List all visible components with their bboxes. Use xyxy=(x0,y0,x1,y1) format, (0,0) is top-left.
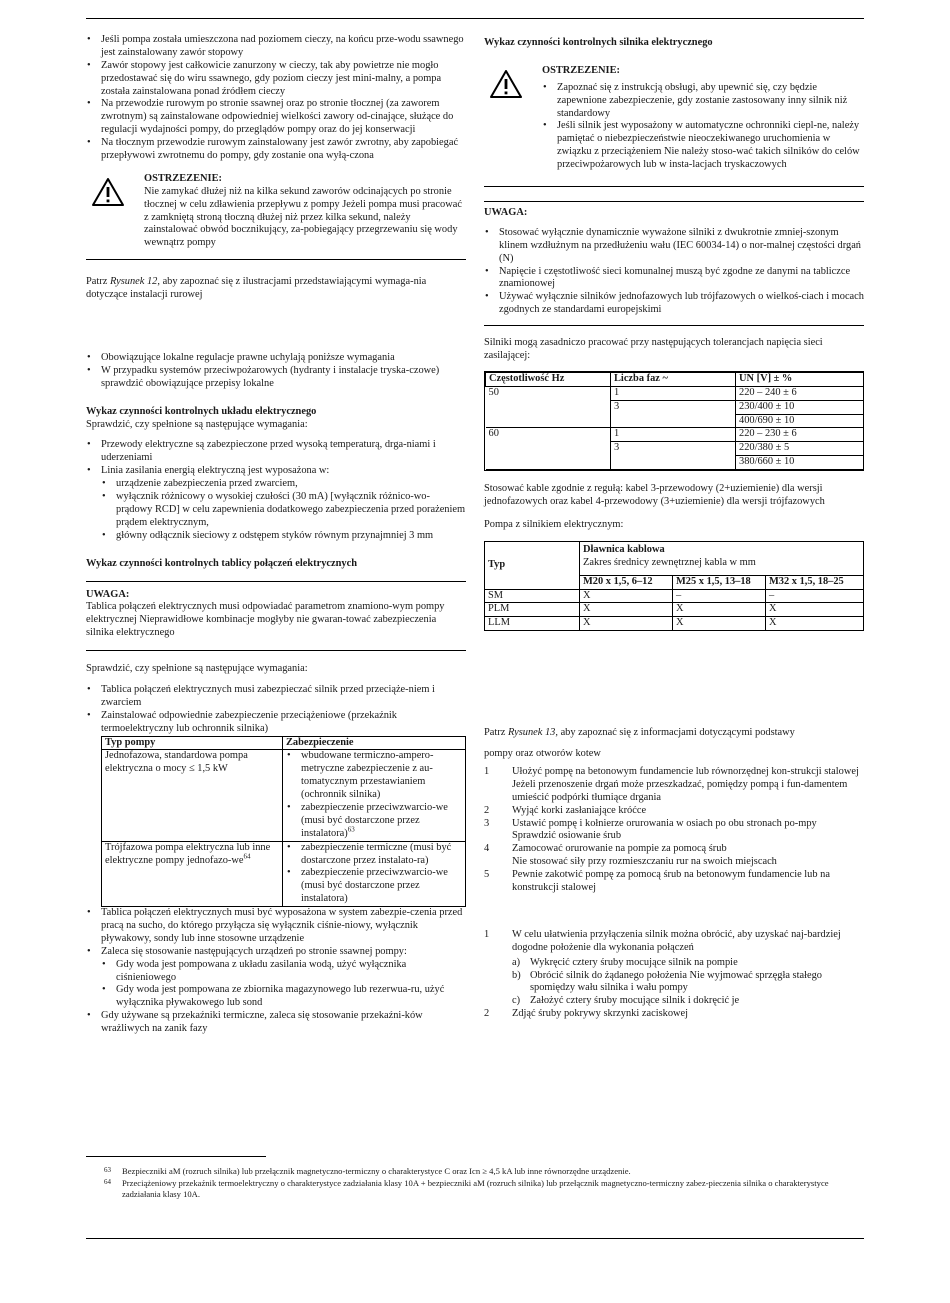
table-row xyxy=(485,603,864,617)
table-cell: LLM xyxy=(485,617,580,631)
panel-checklist-continued xyxy=(86,907,466,1036)
list-item: • Tablica połączeń elektrycznych musi być wyposażona w system zabezpie-czenia przed pracą na sucho, do którego przyłącza się wyłącznik ciśnie-niowy, wyłącznik pływakowy, sondy lub inne stosowne urządzenie xyxy=(86,907,466,946)
warning-box xyxy=(86,173,466,260)
table-cell xyxy=(283,841,466,906)
step-item: 1 W celu ułatwienia przyłączenia silnik można obrócić, aby uzyskać naj-bardziej dogodne położenie dla wykonania połączeń a) Wykręcić cztery śruby mocujące silnik na pompie b) Obrócić silnik do żądanego położenia Nie wyjmować sprzęgła stałego spomiędzy wału silnika i wału pompy c) Założyć cztery śruby mocujące silnik i dokręcić je xyxy=(484,929,864,1008)
table-row xyxy=(486,428,864,442)
table-row xyxy=(486,400,864,414)
warning-title: OSTRZEZENIE: xyxy=(144,172,222,184)
step-item: 4 Zamocować orurowanie na pompie za pomocą śrub Nie stosować siły przy rozmieszczaniu rur na swoich miejscach xyxy=(484,843,777,868)
step-item: 1 Ułożyć pompę na betonowym fundamencie lub równorzędnej kon-strukcji stalowej Jeżeli przenoszenie drgań może przeszkadzać, pomiędzy pompą i fun-damentem umieścić podpórki tłumiące drgania xyxy=(484,765,859,803)
table-header-cell: M32 x 1,5, 18–25 xyxy=(766,575,864,589)
list-item: • Zapoznać się z instrukcją obsługi, aby upewnić się, czy będzie zapewnione zabezpieczenie, gdy zostanie zastosowany inny silnik niż standardowy xyxy=(542,82,864,121)
table-header-cell xyxy=(580,541,864,575)
step-item: 5 Pewnie zakotwić pompę za pomocą śrub na betonowym fundamencie lub na konstrukcji stalowej xyxy=(484,869,830,893)
table-header-cell: Zabezpieczenie xyxy=(283,736,466,750)
section-heading: Wykaz czynności kontrolnych układu elektrycznego xyxy=(86,405,317,417)
warning-icon xyxy=(91,177,125,207)
tolerance-intro: Silniki mogą zasadniczo pracować przy następujących tolerancjach napięcia sieci zasilającej: xyxy=(484,337,823,362)
footnote-number: 64 xyxy=(104,1177,111,1186)
bottom-rule xyxy=(86,1238,864,1239)
sub-list-item: • wbudowane termiczno-ampero-metryczne zabezpieczenie z au-tomatycznym przestawianiem (ochronnik silnika) xyxy=(286,750,462,802)
sub-list xyxy=(101,959,466,1011)
list-item: • Napięcie i częstotliwość sieci komunalnej muszą być zgodne ze danymi na tabliczce znamionowej xyxy=(484,266,864,292)
footnotes xyxy=(104,1166,864,1201)
footnote-ref[interactable]: 64 xyxy=(243,852,251,861)
list-item: • Na tłocznym przewodzie rurowym zainstalowany jest zawór zwrotny, aby zapobiegać przepływowi zwrotnemu do pompy, gdy zostanie ona wyłą-czona xyxy=(86,137,466,163)
figure-reference: Patrz Rysunek 12, aby zapoznać się z ilustracjami przedstawiającymi wymaga-nia dotyczące instalacji rurowej xyxy=(86,276,427,301)
step-item: 3 Ustawić pompę i kołnierze orurowania w osiach po obu stronach po-mpy Sprawdzić osiowanie śrub xyxy=(484,817,817,842)
list-item: • Na przewodzie rurowym po stronie ssawnej oraz po stronie tłocznej (za zaworem zwrotnym) są zainstalowane odpowiedniej wielkości zawory od-cinające, służące do regulacji wydajności pompy, do przeglądów pompy oraz do jej konserwacji xyxy=(86,98,466,137)
sub-list-item: • główny odłącznik sieciowy z odstępem styków równym przynajmniej 3 mm xyxy=(101,530,466,543)
table-cell: 400/690 ± 10 xyxy=(736,414,864,428)
table-header-cell: UN [V] ± % xyxy=(736,372,864,386)
sub-list-item: • Gdy woda jest pompowana z układu zasilania wodą, użyć wyłącznika ciśnieniowego xyxy=(101,959,466,985)
table-cell: 1 xyxy=(611,428,736,442)
table-header-cell: Typ xyxy=(485,541,580,589)
protection-list xyxy=(286,842,462,906)
table-cell xyxy=(283,750,466,841)
sub-list-item: • zabezpieczenie przeciwzwarcio-we (musi być dostarczone przez instalatora)$^{63}$ xyxy=(286,802,462,841)
warning-icon xyxy=(489,69,523,99)
cable-gland-table xyxy=(484,541,864,631)
sub-steps xyxy=(512,957,864,1009)
sub-step-item: a) Wykręcić cztery śruby mocujące silnik na pompie xyxy=(512,956,738,968)
protection-table xyxy=(101,736,466,908)
table-cell: 220 – 240 ± 6 xyxy=(736,386,864,400)
note-title: UWAGA: xyxy=(484,207,528,219)
table-cell: 220 – 230 ± 6 xyxy=(736,428,864,442)
table-row xyxy=(486,456,864,470)
table-row xyxy=(486,414,864,428)
footnote-ref[interactable]: 63 xyxy=(347,825,355,834)
table-cell: 380/660 ± 10 xyxy=(736,456,864,470)
top-rule xyxy=(86,18,864,19)
foundation-steps xyxy=(484,766,864,895)
table-cell: 230/400 ± 10 xyxy=(736,400,864,414)
table-cell xyxy=(486,442,611,456)
table-header-cell: Typ pompy xyxy=(102,736,283,750)
table-cell: X xyxy=(580,617,673,631)
section-heading: Wykaz czynności kontrolnych silnika elektrycznego xyxy=(484,37,713,48)
section-intro: Sprawdzić, czy spełnione są następujące wymagania: xyxy=(86,418,308,430)
footnote-rule xyxy=(86,1156,266,1157)
table-cell: 3 xyxy=(611,400,736,414)
warning-title: OSTRZEZENIE: xyxy=(542,64,620,76)
sub-list-item: • zabezpieczenie przeciwzwarcio-we (musi być dostarczone przez instalatora) xyxy=(286,867,462,906)
table-header-row xyxy=(485,541,864,575)
step-item: 2 Zdjąć śruby pokrywy skrzynki zaciskowej xyxy=(484,1008,689,1020)
table-cell: – xyxy=(673,589,766,603)
table-cell xyxy=(486,456,611,470)
table-row xyxy=(102,750,466,841)
table-header-row xyxy=(486,372,864,386)
table-cell: X xyxy=(673,603,766,617)
table-cell xyxy=(611,456,736,470)
footnote: 63 Bezpieczniki aM (rozruch silnika) lub przełącznik magnetyczno-termiczny o charakterystyce C oraz Icn ≥ 4,5 kA lub inne równorzędne urządzenie. xyxy=(104,1166,631,1176)
table-cell: Jednofazowa, standardowa pompa elektryczna o mocy ≤ 1,5 kW xyxy=(102,750,283,841)
voltage-table xyxy=(484,371,864,471)
table-cell: 3 xyxy=(611,442,736,456)
table-header-cell: Częstotliwość Hz xyxy=(486,372,611,386)
list-item: • Tablica połączeń elektrycznych musi zabezpieczać silnik przed przeciąże-niem i zwarciem xyxy=(86,684,466,710)
electric-checklist xyxy=(86,439,466,542)
note-list xyxy=(484,227,864,317)
table-row xyxy=(102,841,466,906)
table-header-row xyxy=(102,736,466,750)
list-item: • Używać wyłącznie silników jednofazowych lub trójfazowych o wielkoś-ciach i mocach zgodnych ze standardami europejskimi xyxy=(484,291,864,317)
gland-range: Zakres średnicy zewnętrznej kabla w mm xyxy=(583,556,756,568)
table-cell: X xyxy=(766,603,864,617)
list-item: • Linia zasilania energią elektryczną jest wyposażona w: • urządzenie zabezpieczenia przed zwarciem, • wyłącznik różnicowy o wysokiej czułości (30 mA) [wyłącznik różnico-wo-prądowy RCD] w celu zapewnienia dodatkowego zabezpieczenia przed porażeniem prądem elektrycznym, • główny odłącznik sieciowy z odstępem styków równym przynajmniej 3 mm xyxy=(86,465,466,542)
warning-text: Nie zamykać dłużej niż na kilka sekund zaworów odcinających po stronie tłocznej w celu zdławienia przepływu z pompy Jeżeli pompa musi pracować z zamkniętą stroną tłoczną dłużej niż przez kilka sekund, należy zainstalować obwód bocznikujący, za-pobiegający przegrzewaniu się wody wewnątrz pompy xyxy=(144,185,462,249)
list-item: • Zawór stopowy jest całkowicie zanurzony w cieczy, tak aby powietrze nie mogło przedostawać się do wiru ssawnego, gdy poziom cieczy jest mini-malny, a pompa została zainstalowana ponad źródłem cieczy xyxy=(86,60,466,99)
table-cell xyxy=(611,414,736,428)
sub-list xyxy=(101,478,466,542)
right-column xyxy=(484,34,864,1021)
list-item: • Stosować wyłącznie dynamicznie wyważone silniki z dwukrotnie zmniej-szonym klinem wzdłużnym na przedłużeniu wału (IEC 60034-14) o nor-malnej częstości drgań (N) xyxy=(484,227,864,266)
gland-title: Dławnica kablowa xyxy=(583,543,665,555)
table-cell xyxy=(486,400,611,414)
list-item: • Obowiązujące lokalne regulacje prawne uchylają poniższe wymagania xyxy=(86,352,466,365)
table-header-cell: M25 x 1,5, 13–18 xyxy=(673,575,766,589)
motor-rotation-steps xyxy=(484,929,864,1021)
sub-list-item: • wyłącznik różnicowy o wysokiej czułości (30 mA) [wyłącznik różnico-wo-prądowy RCD] w celu zapewnienia dodatkowego zabezpieczenia przed porażeniem prądem elektrycznym, xyxy=(101,491,466,530)
note-box xyxy=(86,581,466,652)
list-item: • Zaleca się stosowanie następujących urządzeń po stronie ssawnej pompy: • Gdy woda jest pompowana z układu zasilania wodą, użyć wyłącznika ciśnieniowego • Gdy woda jest pompowana ze zbiornika magazynowego lub rezerwua-ru, użyć wyłącznika pływakowego lub sond xyxy=(86,946,466,1010)
cable-rule: Stosować kable zgodnie z regułą: kabel 3-przewodowy (2+uziemienie) dla wersji jednofazowych oraz kabel 4-przewodowy (3+uziemienie) dla wersji trójfazowych xyxy=(484,483,825,508)
figure-link: Rysunek 12 xyxy=(109,276,158,288)
step-item: 2 Wyjąć korki zasłaniające króćce xyxy=(484,804,647,816)
table-cell: X xyxy=(580,603,673,617)
figure-reference-continued: pompy oraz otworów kotew xyxy=(484,748,601,760)
list-item: • Gdy używane są przekaźniki termiczne, zaleca się stosowanie przekaźni-ków wrażliwych na zanik fazy xyxy=(86,1010,466,1036)
table-cell: SM xyxy=(485,589,580,603)
warning-box xyxy=(484,65,864,187)
note-title: UWAGA: xyxy=(86,588,130,600)
footnote: 64 Przeciążeniowy przekaźnik termoelektryczny o charakterystyce zadziałania klasy 10A + bezpieczniki aM (rozruch silnika) lub przełącznik magnetyczno-termiczny zabez-pieczenia silnika o charakterystyce zadziałania klasy 10A. xyxy=(104,1177,829,1200)
sub-step-item: b) Obrócić silnik do żądanego położenia Nie wyjmować sprzęgła stałego spomiędzy wału silnika i wału pompy xyxy=(512,969,822,994)
table-cell: X xyxy=(766,617,864,631)
section-heading: Wykaz czynności kontrolnych tablicy połączeń elektrycznych xyxy=(86,557,358,569)
table-cell: X xyxy=(673,617,766,631)
table-cell: Trójfazowa pompa elektryczna lub inne elektryczne pompy jednofazo-$we^{64}$ xyxy=(102,841,283,906)
table-row xyxy=(485,617,864,631)
sub-step-item: c) Założyć cztery śruby mocujące silnik i dokręcić je xyxy=(512,995,740,1007)
table-row xyxy=(486,386,864,400)
list-item: • Jeśli silnik jest wyposażony w automatyczne ochronniki ciepl-ne, należy pamiętać o niebezpieczeństwie nieoczekiwanego uruchomienia w związku z przeciążeniem Nie należy stoso-wać takich silników do celów przeciwpożarowych lub w insta-lacjach tryskaczowych xyxy=(542,120,864,172)
table-cell: 220/380 ± 5 xyxy=(736,442,864,456)
list-item: • Jeśli pompa została umieszczona nad poziomem cieczy, na końcu prze-wodu ssawnego jest zainstalowany zawór stopowy xyxy=(86,34,466,60)
table-header-cell: M20 x 1,5, 6–12 xyxy=(580,575,673,589)
warning-list xyxy=(542,82,864,172)
table-cell: – xyxy=(766,589,864,603)
sub-list-item: • Gdy woda jest pompowana ze zbiornika magazynowego lub rezerwua-ru, użyć wyłącznika pływakowego lub sond xyxy=(101,984,466,1010)
regulation-list xyxy=(86,352,466,391)
table-cell xyxy=(486,414,611,428)
table-cell: PLM xyxy=(485,603,580,617)
sub-list-item: • urządzenie zabezpieczenia przed zwarciem, xyxy=(101,478,466,491)
note-text: Tablica połączeń elektrycznych musi odpowiadać parametrom znamiono-wym pompy elektrycznej Nieprawidłowe kombinacje mogłyby nie gwaran-tować zabezpieczenia silnika elektrycznego xyxy=(86,601,445,639)
list-item: • Przewody elektryczne są zabezpieczone przed wysoką temperaturą, drga-niami i uderzeniami xyxy=(86,439,466,465)
protection-list xyxy=(286,750,462,840)
sub-list-item: • zabezpieczenie termiczne (musi być dostarczone przez instalato-ra) xyxy=(286,842,462,868)
panel-checklist xyxy=(86,684,466,736)
table-header-cell: Liczba faz ~ xyxy=(611,372,736,386)
table-row xyxy=(486,442,864,456)
figure-link: Rysunek 13 xyxy=(507,727,556,739)
left-column xyxy=(86,34,466,1036)
table-row xyxy=(485,589,864,603)
pump-motor-label: Pompa z silnikiem elektrycznym: xyxy=(484,518,624,530)
figure-reference: Patrz Rysunek 13, aby zapoznać się z informacjami dotyczącymi podstawy xyxy=(484,727,795,739)
table-cell: 60 xyxy=(486,428,611,442)
footnote-number: 63 xyxy=(104,1166,111,1174)
list-item: • Zainstalować odpowiednie zabezpieczenie przeciążeniowe (przekaźnik termoelektryczny lub ochronnik silnika) xyxy=(86,710,466,736)
table-cell: 50 xyxy=(488,386,499,398)
table-cell: X xyxy=(580,589,673,603)
note-box xyxy=(484,201,864,326)
installation-checklist xyxy=(86,34,466,163)
list-item: • W przypadku systemów przeciwpożarowych (hydranty i instalacje tryska-czowe) sprawdzić obowiązujące przepisy lokalne xyxy=(86,365,466,391)
section-intro: Sprawdzić, czy spełnione są następujące wymagania: xyxy=(86,663,308,675)
table-cell: 1 xyxy=(611,386,736,400)
